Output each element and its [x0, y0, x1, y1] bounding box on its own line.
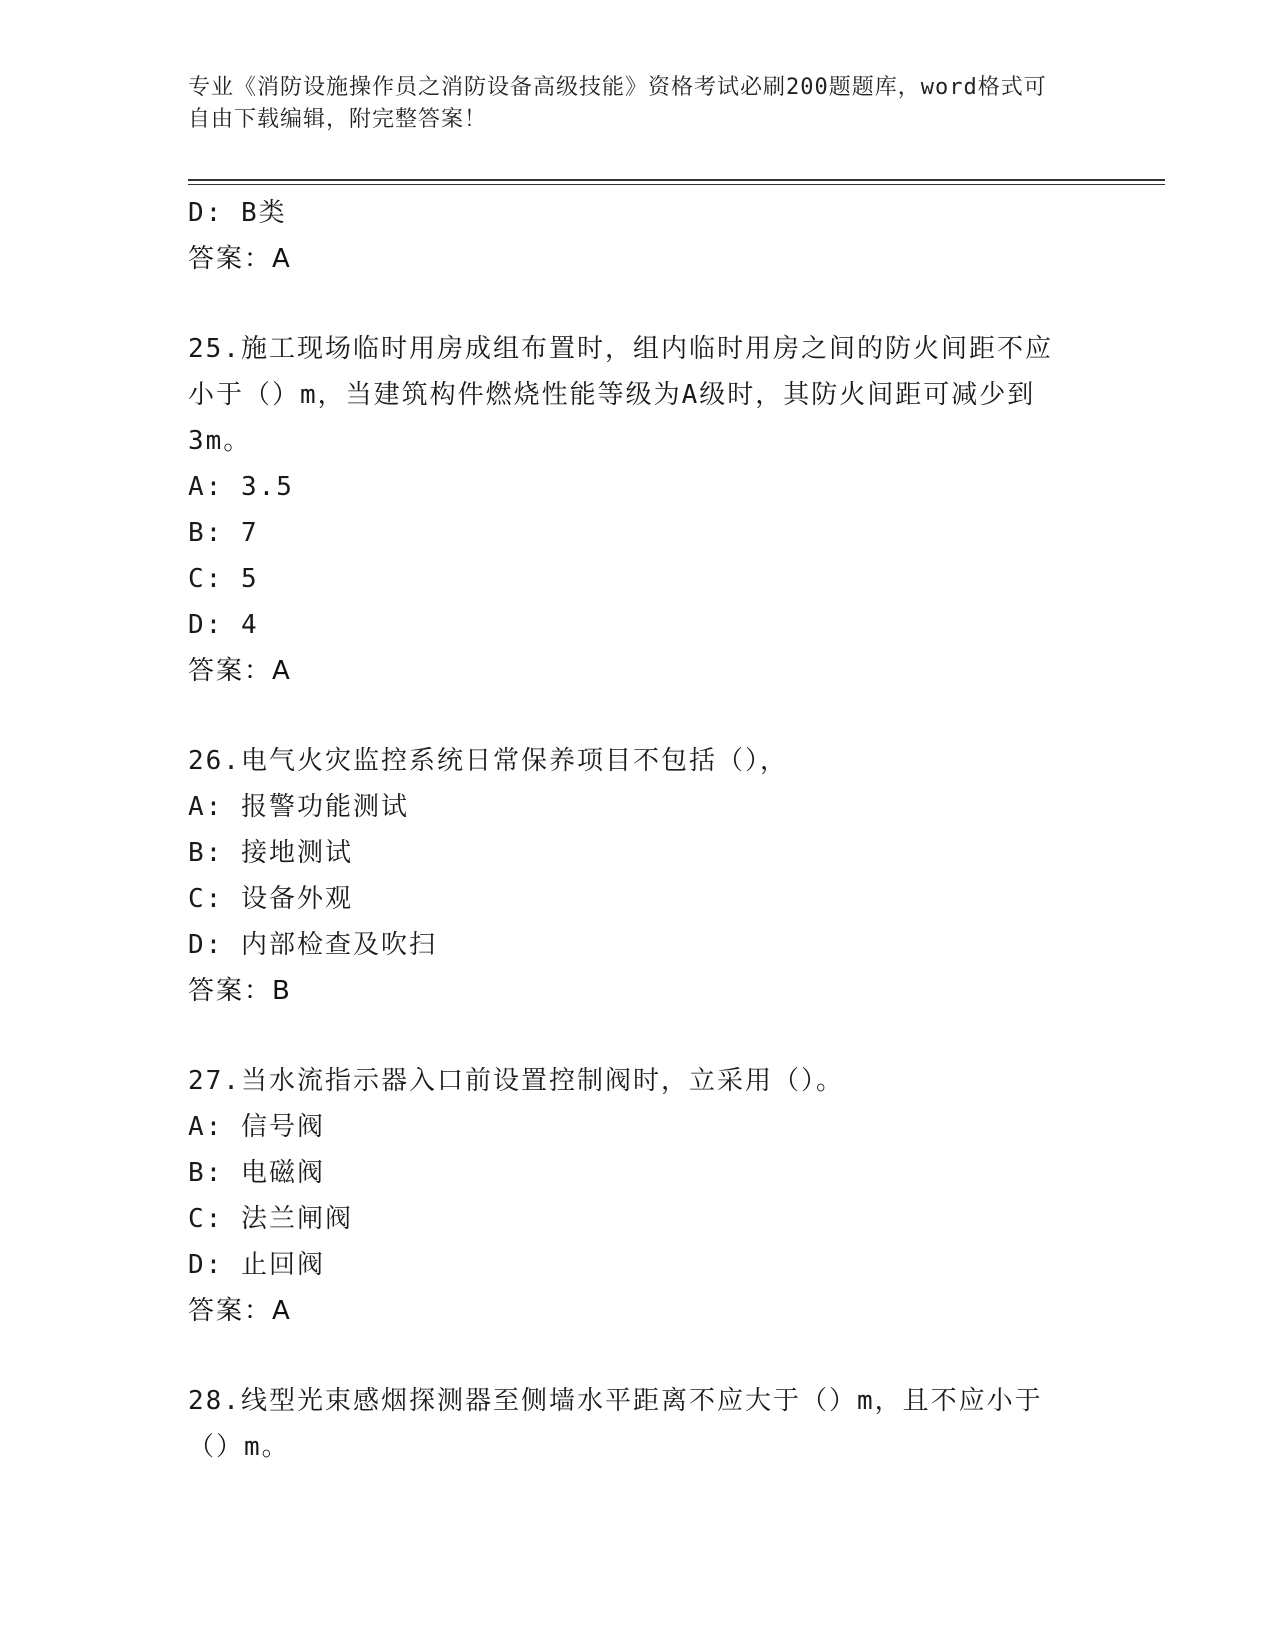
question-text: 27.当水流指示器入口前设置控制阀时，立采用（）。	[188, 1066, 844, 1096]
question-26	[188, 738, 1088, 1014]
prev-option-d: D: B类	[188, 198, 287, 228]
option-b: B: 7	[188, 518, 259, 548]
answer: 答案：B	[188, 976, 292, 1006]
option-b: B: 接地测试	[188, 838, 353, 868]
question-27	[188, 1058, 1088, 1334]
option-b: B: 电磁阀	[188, 1158, 325, 1188]
option-d: D: 止回阀	[188, 1250, 325, 1280]
question-28	[188, 1378, 1088, 1470]
question-text: （）m。	[188, 1432, 290, 1462]
option-c: C: 设备外观	[188, 884, 353, 914]
option-c: C: 法兰闸阀	[188, 1204, 353, 1234]
question-content	[188, 190, 1088, 1470]
question-text: 28.线型光束感烟探测器至侧墙水平距离不应大于（）m，且不应小于	[188, 1386, 1043, 1416]
option-a: A: 信号阀	[188, 1112, 325, 1142]
option-a: A: 3.5	[188, 472, 294, 502]
question-text: 小于（）m，当建筑构件燃烧性能等级为A级时，其防火间距可减少到	[188, 380, 1036, 410]
prev-answer: 答案：A	[188, 244, 292, 274]
document-header: 专业《消防设施操作员之消防设备高级技能》资格考试必刷200题题库，word格式可自由下载编辑，附完整答案！	[188, 75, 1047, 132]
option-d: D: 内部检查及吹扫	[188, 930, 437, 960]
option-d: D: 4	[188, 610, 259, 640]
option-c: C: 5	[188, 564, 259, 594]
question-text: 3m。	[188, 426, 252, 456]
header-rule-thick	[188, 179, 1165, 181]
header-rule-thin	[188, 184, 1165, 185]
option-a: A: 报警功能测试	[188, 792, 409, 822]
answer: 答案：A	[188, 656, 292, 686]
question-25	[188, 326, 1088, 694]
question-text: 26.电气火灾监控系统日常保养项目不包括（），	[188, 746, 788, 776]
question-text: 25.施工现场临时用房成组布置时，组内临时用房之间的防火间距不应	[188, 334, 1053, 364]
answer: 答案：A	[188, 1296, 292, 1326]
